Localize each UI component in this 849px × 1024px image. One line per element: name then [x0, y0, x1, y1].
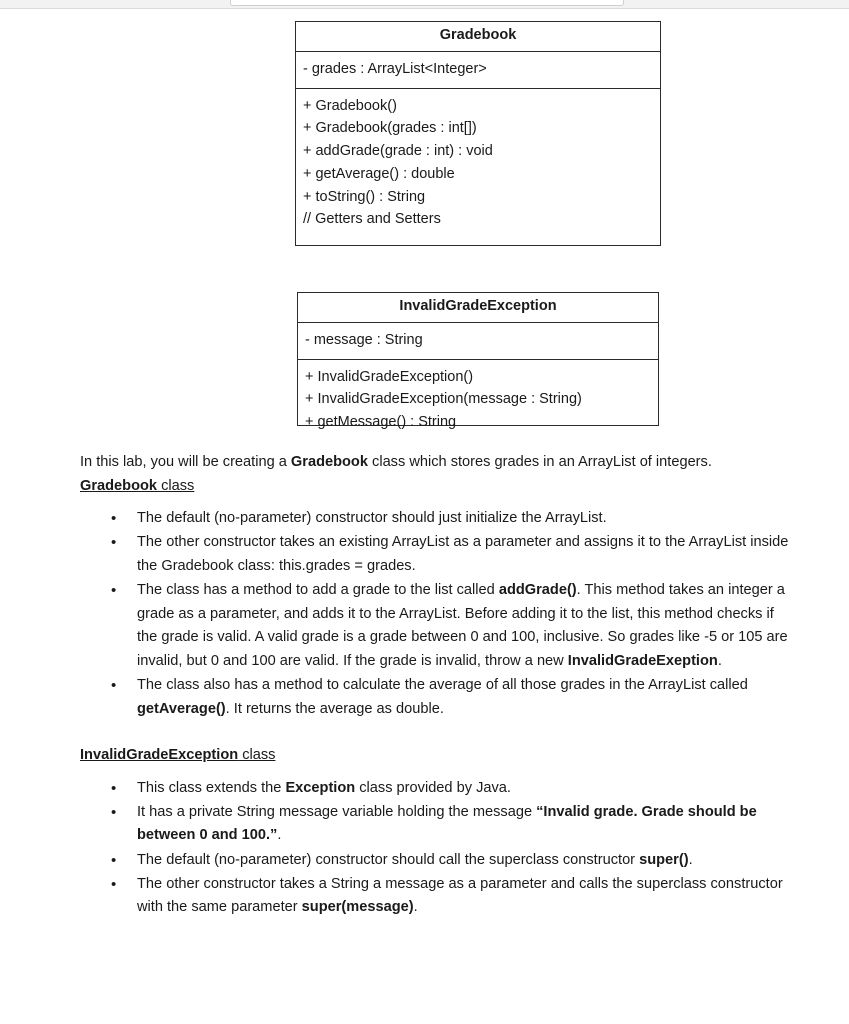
uml-operation: + InvalidGradeException()	[305, 368, 474, 385]
uml-class-gradebook	[295, 21, 661, 246]
uml-class-title: InvalidGradeException	[298, 293, 658, 323]
list-item: • The other constructor takes a String a message as a parameter and calls the superclass constructor with the same parameter super(message).	[80, 873, 792, 920]
uml-operation: + Gradebook(grades : int[])	[303, 120, 477, 137]
heading-invalidgradeexception-class: InvalidGradeException class	[80, 747, 276, 764]
toolbar-input-field[interactable]	[230, 0, 624, 6]
uml-operation: + Gradebook()	[303, 97, 397, 114]
exception-requirements-list	[80, 777, 792, 920]
list-item: • The class has a method to add a grade to the list called addGrade(). This method takes an integer a grade as a parameter, and adds it to the ArrayList. Before adding it to the list, this method checks if the grade is valid. A valid grade is a grade between 0 and 100, inclusive. So grades like -5 or 105 are invalid, but 0 and 100 are valid. If the grade is invalid, throw a new InvalidGradeExeption.	[80, 579, 792, 674]
lab-instructions	[80, 451, 792, 921]
uml-class-title: Gradebook	[296, 22, 660, 52]
uml-attributes-compartment	[296, 52, 660, 89]
list-item: • This class extends the Exception class provided by Java.	[80, 777, 792, 801]
heading-gradebook-class: Gradebook class	[80, 477, 195, 494]
uml-operations-compartment	[298, 360, 658, 440]
uml-operation: + getMessage() : String	[305, 414, 457, 431]
list-item: • The other constructor takes an existing ArrayList as a parameter and assigns it to the ArrayList inside the Gradebook class: this.grades = grades.	[80, 531, 792, 578]
uml-operation: + addGrade(grade : int) : void	[303, 143, 493, 160]
uml-operation: + InvalidGradeException(message : String)	[305, 391, 582, 408]
gradebook-requirements-list	[80, 507, 792, 721]
uml-attributes-compartment	[298, 323, 658, 360]
list-item: • The default (no-parameter) constructor should just initialize the ArrayList.	[80, 507, 792, 531]
intro-paragraph: In this lab, you will be creating a Gradebook class which stores grades in an ArrayList of integers.	[80, 454, 712, 470]
document-viewer-toolbar	[0, 0, 849, 9]
list-item: • It has a private String message variable holding the message “Invalid grade. Grade should be between 0 and 100.”.	[80, 801, 792, 848]
list-item: • The default (no-parameter) constructor should call the superclass constructor super().	[80, 849, 792, 873]
uml-class-invalidgradeexception	[297, 292, 659, 431]
list-item: • The class also has a method to calculate the average of all those grades in the ArrayList called getAverage(). It returns the average as double.	[80, 674, 792, 721]
spacer	[80, 768, 792, 777]
uml-attribute: - message : String	[305, 331, 423, 348]
uml-operations-compartment	[296, 89, 660, 238]
spacer	[80, 722, 792, 744]
spacer	[80, 498, 792, 507]
uml-attribute: - grades : ArrayList<Integer>	[303, 60, 487, 77]
uml-operation-comment: // Getters and Setters	[303, 211, 441, 228]
document-page	[0, 10, 849, 1024]
uml-operation: + getAverage() : double	[303, 165, 455, 182]
uml-operation: + toString() : String	[303, 188, 426, 205]
